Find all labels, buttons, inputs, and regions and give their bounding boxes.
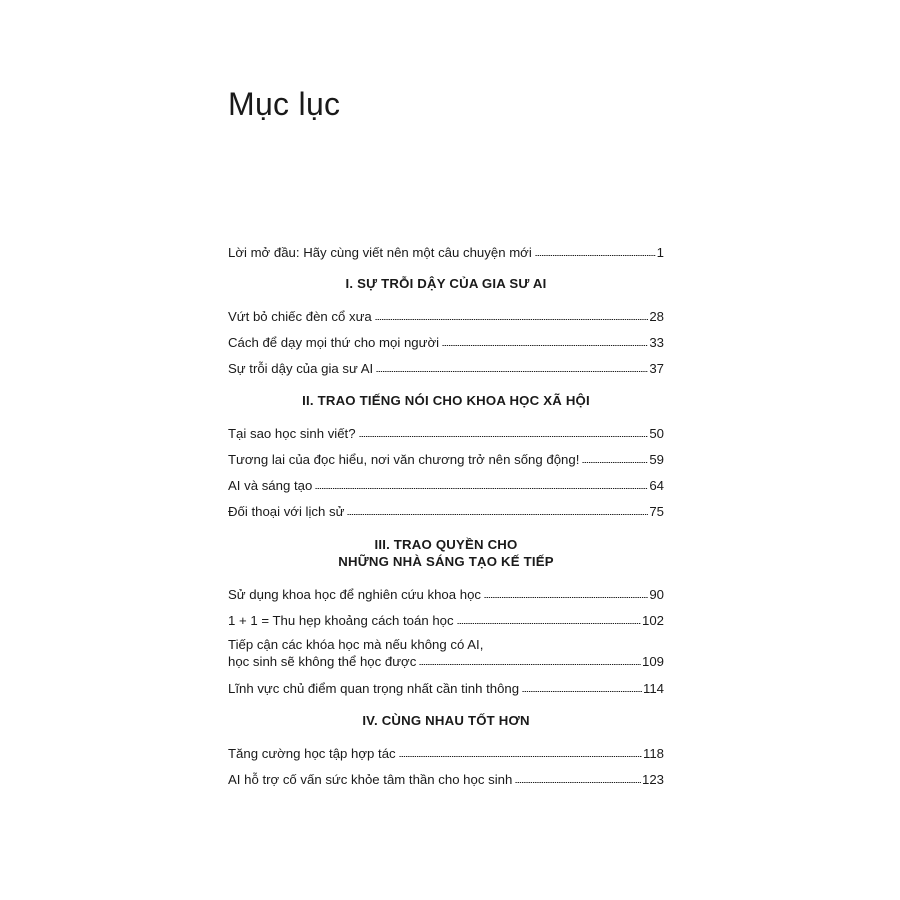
section-heading-2: II. TRAO TIẾNG NÓI CHO KHOA HỌC XÃ HỘI (302, 393, 590, 408)
toc-entry-multiline[interactable] (228, 636, 664, 670)
toc-entry[interactable] (228, 351, 664, 377)
toc-entry-label: AI hỗ trợ cố vấn sức khỏe tâm thần cho học sinh (228, 772, 513, 787)
toc-page-number: 28 (649, 309, 664, 324)
section-heading-1: I. SỰ TRỖI DẬY CỦA GIA SƯ AI (345, 276, 547, 291)
toc-page-number: 109 (641, 654, 664, 669)
dot-leader (535, 254, 656, 257)
toc-entry-label: Đối thoại với lịch sử (228, 504, 345, 519)
dot-leader (347, 513, 648, 516)
dot-leader (399, 755, 642, 758)
toc-entry[interactable] (228, 416, 664, 442)
toc-entry[interactable] (228, 299, 664, 325)
toc-page-number: 102 (641, 613, 664, 628)
section-heading-3 (228, 536, 664, 570)
toc-entry[interactable] (228, 577, 664, 603)
table-of-contents (228, 235, 664, 788)
dot-leader (582, 461, 648, 464)
toc-entry[interactable] (228, 762, 664, 788)
toc-page-number: 123 (641, 772, 664, 787)
toc-page-number: 75 (649, 504, 664, 519)
dot-leader (515, 781, 641, 784)
dot-leader (522, 690, 642, 693)
dot-leader (375, 318, 649, 321)
toc-entry-label: AI và sáng tạo (228, 478, 313, 493)
toc-entry[interactable] (228, 494, 664, 520)
toc-entry[interactable] (228, 678, 664, 697)
toc-entry-label: Sử dụng khoa học để nghiên cứu khoa học (228, 587, 482, 602)
toc-entry[interactable] (228, 603, 664, 629)
toc-entry-label: Sự trỗi dậy của gia sư AI (228, 361, 374, 376)
toc-entry[interactable] (228, 442, 664, 468)
dot-leader (442, 344, 648, 347)
toc-page-number: 59 (649, 452, 664, 467)
toc-entry-label: Lĩnh vực chủ điểm quan trọng nhất cần tinh thông (228, 681, 520, 696)
toc-entry-label: Vứt bỏ chiếc đèn cổ xưa (228, 309, 372, 324)
toc-entry[interactable] (228, 468, 664, 494)
toc-entry[interactable] (228, 736, 664, 762)
toc-page-number: 118 (642, 746, 664, 761)
toc-entry-label: 1 + 1 = Thu hẹp khoảng cách toán học (228, 613, 454, 628)
toc-entry-label: Tăng cường học tập hợp tác (228, 746, 396, 761)
section-heading-line: NHỮNG NHÀ SÁNG TẠO KẾ TIẾP (338, 554, 554, 569)
toc-page-number: 114 (642, 681, 664, 696)
toc-page-number: 64 (649, 478, 664, 493)
toc-entry-label-line1: Tiếp cận các khóa học mà nếu không có AI, (228, 637, 484, 652)
dot-leader (315, 487, 648, 490)
toc-entry-label: Lời mở đầu: Hãy cùng viết nên một câu chuyện mới (228, 245, 532, 260)
toc-page-number: 1 (656, 245, 664, 260)
dot-leader (484, 596, 648, 599)
toc-entry-label-line2: học sinh sẽ không thể học được (228, 654, 417, 669)
toc-page-number: 33 (649, 335, 664, 350)
dot-leader (457, 622, 641, 625)
toc-entry-label: Cách để dạy mọi thứ cho mọi người (228, 335, 440, 350)
toc-entry-label: Tương lai của đọc hiểu, nơi văn chương trở nên sống động! (228, 452, 580, 467)
dot-leader (419, 663, 641, 666)
section-heading-4: IV. CÙNG NHAU TỐT HƠN (362, 713, 530, 728)
dot-leader (376, 370, 648, 373)
section-heading-line: III. TRAO QUYỀN CHO (374, 537, 518, 552)
page-title: Mục lục (228, 86, 341, 122)
dot-leader (359, 435, 649, 438)
toc-page-number: 37 (649, 361, 664, 376)
toc-entry[interactable] (228, 325, 664, 351)
toc-entry-preface[interactable] (228, 235, 664, 261)
toc-page-number: 50 (649, 426, 664, 441)
toc-entry-label: Tại sao học sinh viết? (228, 426, 356, 441)
toc-page-number: 90 (649, 587, 664, 602)
